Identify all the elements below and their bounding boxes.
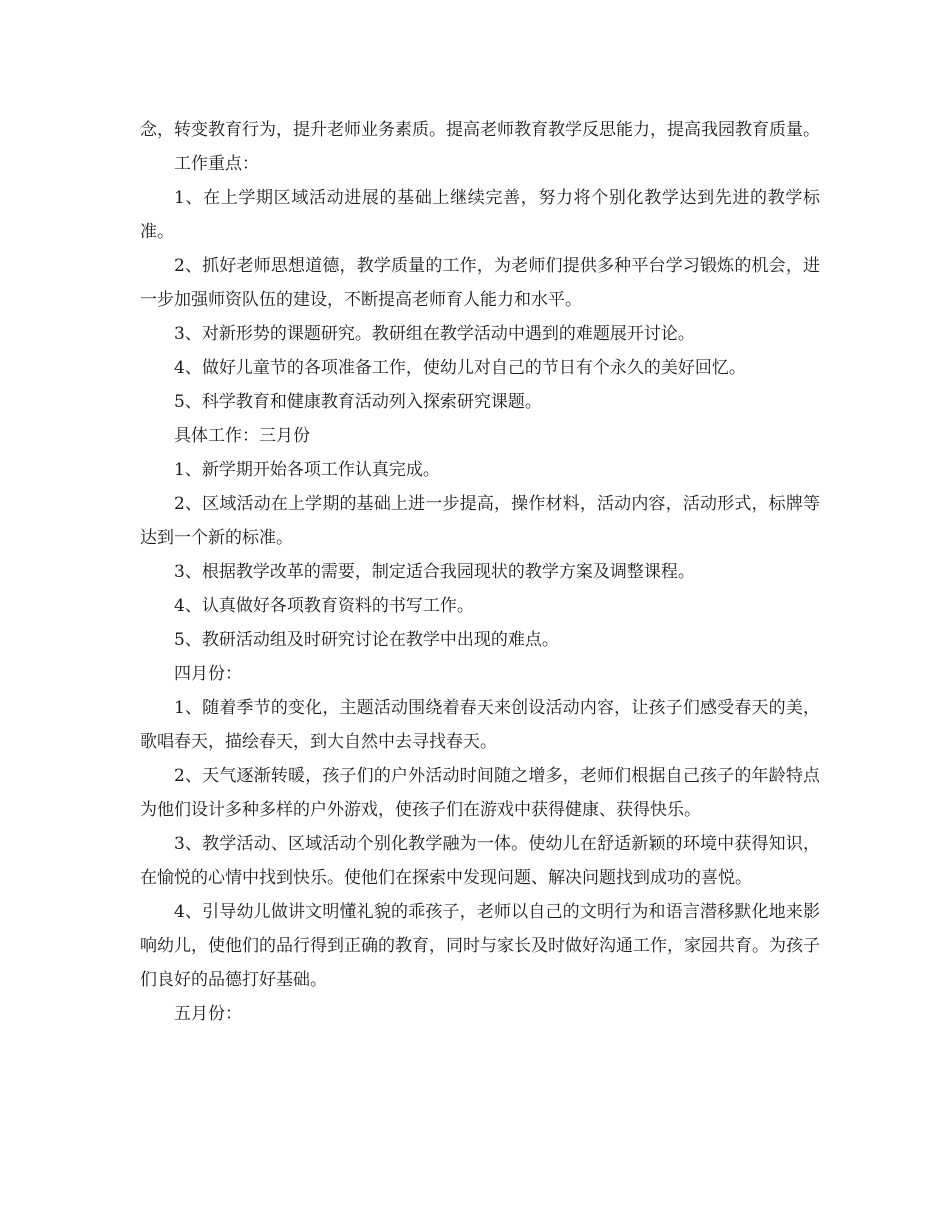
heading-may: 五月份：	[174, 1004, 242, 1024]
march-item-2: 2、区域活动在上学期的基础上进一步提高，操作材料，活动内容，活动形式，标牌等达到一个新的标准。	[140, 494, 820, 548]
april-item-3: 3、教学活动、区域活动个别化教学融为一体。使幼儿在舒适新颖的环境中获得知识，在愉悦的心情中找到快乐。使他们在探索中发现问题、解决问题找到成功的喜悦。	[140, 834, 820, 888]
march-item-5: 5、教研活动组及时研究讨论在教学中出现的难点。	[174, 630, 559, 650]
focus-item-2: 2、抓好老师思想道德，教学质量的工作，为老师们提供多种平台学习锻炼的机会，进一步加强师资队伍的建设，不断提高老师育人能力和水平。	[140, 256, 820, 310]
heading-march: 具体工作：三月份	[174, 426, 310, 446]
focus-item-4: 4、做好儿童节的各项准备工作，使幼儿对自己的节日有个永久的美好回忆。	[174, 358, 746, 378]
heading-work-focus: 工作重点：	[174, 154, 259, 174]
march-item-1: 1、新学期开始各项工作认真完成。	[174, 460, 440, 480]
focus-item-5: 5、科学教育和健康教育活动列入探索研究课题。	[174, 392, 542, 412]
heading-april: 四月份：	[174, 664, 242, 684]
april-item-1: 1、随着季节的变化，主题活动围绕着春天来创设活动内容，让孩子们感受春天的美，歌唱春天，描绘春天，到大自然中去寻找春天。	[140, 698, 820, 752]
focus-item-1: 1、在上学期区域活动进展的基础上继续完善，努力将个别化教学达到先进的教学标准。	[140, 188, 820, 242]
paragraph-continuation: 念，转变教育行为，提升老师业务素质。提高老师教育教学反思能力，提高我园教育质量。	[140, 120, 820, 140]
march-item-4: 4、认真做好各项教育资料的书写工作。	[174, 596, 474, 616]
focus-item-3: 3、对新形势的课题研究。教研组在教学活动中遇到的难题展开讨论。	[174, 324, 695, 344]
april-item-2: 2、天气逐渐转暖，孩子们的户外活动时间随之增多，老师们根据自己孩子的年龄特点为他们设计多种多样的户外游戏，使孩子们在游戏中获得健康、获得快乐。	[140, 766, 820, 820]
document-body	[140, 113, 820, 1031]
march-item-3: 3、根据教学改革的需要，制定适合我园现状的教学方案及调整课程。	[174, 562, 695, 582]
april-item-4: 4、引导幼儿做讲文明懂礼貌的乖孩子，老师以自己的文明行为和语言潜移默化地来影响幼儿，使他们的品行得到正确的教育，同时与家长及时做好沟通工作，家园共育。为孩子们良好的品德打好基础。	[140, 902, 820, 990]
